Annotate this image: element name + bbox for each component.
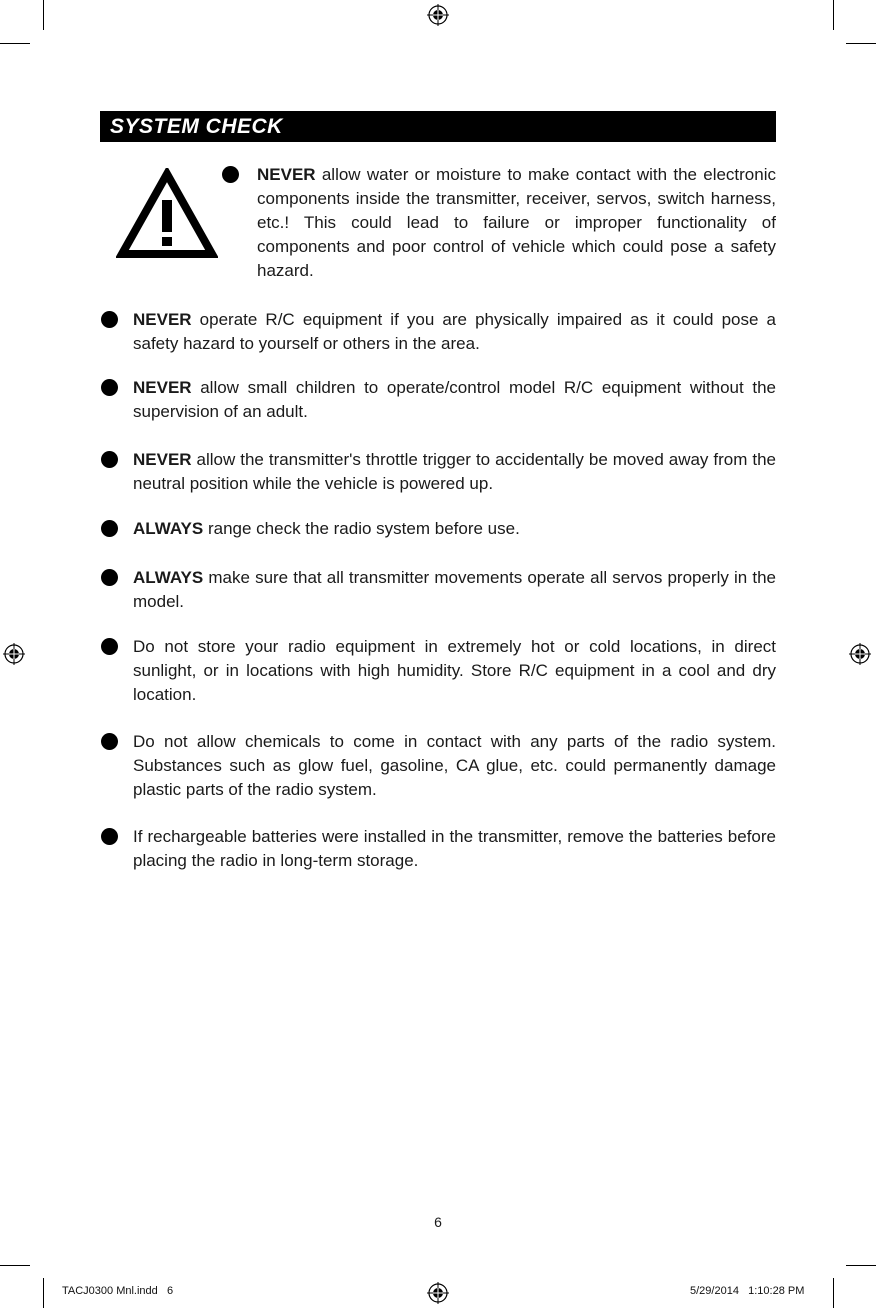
bullet-icon	[222, 166, 239, 183]
item-emphasis: ALWAYS	[133, 519, 204, 538]
safety-item	[133, 635, 776, 707]
registration-mark-icon	[849, 643, 871, 665]
bullet-icon	[101, 638, 118, 655]
bullet-icon	[101, 569, 118, 586]
item-text: allow the transmitter's throttle trigger to accidentally be moved away from the neutral position while the vehicle is powered up.	[133, 450, 776, 493]
safety-item	[133, 308, 776, 356]
crop-mark	[846, 43, 876, 44]
crop-mark	[43, 1278, 44, 1308]
crop-mark	[833, 1278, 834, 1308]
bullet-icon	[101, 451, 118, 468]
section-header-bar	[100, 111, 776, 142]
page-number: 6	[434, 1214, 442, 1230]
item-text: make sure that all transmitter movements operate all servos properly in the model.	[133, 568, 776, 611]
crop-mark	[846, 1265, 876, 1266]
safety-item	[133, 517, 776, 541]
safety-item	[133, 825, 776, 873]
bullet-icon	[101, 379, 118, 396]
bullet-icon	[101, 311, 118, 328]
item-emphasis: NEVER	[133, 310, 192, 329]
warning-triangle-icon	[116, 168, 218, 260]
item-text: Do not allow chemicals to come in contact with any parts of the radio system. Substances such as glow fuel, gasoline, CA glue, etc. could permanently damage plastic parts of the radio system.	[133, 732, 776, 799]
safety-item	[133, 376, 776, 424]
item-text: allow small children to operate/control model R/C equipment without the supervision of an adult.	[133, 378, 776, 421]
item-text: operate R/C equipment if you are physically impaired as it could pose a safety hazard to yourself or others in the area.	[133, 310, 776, 353]
bullet-icon	[101, 520, 118, 537]
registration-mark-icon	[427, 1282, 449, 1304]
crop-mark	[0, 1265, 30, 1266]
registration-mark-icon	[427, 4, 449, 26]
item-text: allow water or moisture to make contact with the electronic components inside the transmitter, receiver, servos, switch harness, etc.! This could lead to failure or improper functionality of components and poor control of vehicle which could pose a safety hazard.	[257, 165, 776, 280]
bullet-icon	[101, 733, 118, 750]
slug-filename: TACJ0300 Mnl.indd 6	[62, 1285, 174, 1297]
item-text: If rechargeable batteries were installed in the transmitter, remove the batteries before placing the radio in long-term storage.	[133, 827, 776, 870]
safety-item	[257, 163, 776, 283]
item-emphasis: NEVER	[133, 450, 192, 469]
section-title: SYSTEM CHECK	[110, 115, 283, 138]
safety-item	[133, 730, 776, 802]
crop-mark	[0, 43, 30, 44]
registration-mark-icon	[3, 643, 25, 665]
item-emphasis: ALWAYS	[133, 568, 204, 587]
safety-item	[133, 448, 776, 496]
safety-item	[133, 566, 776, 614]
bullet-icon	[101, 828, 118, 845]
item-text: range check the radio system before use.	[203, 519, 520, 538]
crop-mark	[833, 0, 834, 30]
item-text: Do not store your radio equipment in extremely hot or cold locations, in direct sunlight, or in locations with high humidity. Store R/C equipment in a cool and dry location.	[133, 637, 776, 704]
item-emphasis: NEVER	[257, 165, 316, 184]
item-emphasis: NEVER	[133, 378, 192, 397]
crop-mark	[43, 0, 44, 30]
slug-timestamp: 5/29/2014 1:10:28 PM	[690, 1285, 805, 1297]
